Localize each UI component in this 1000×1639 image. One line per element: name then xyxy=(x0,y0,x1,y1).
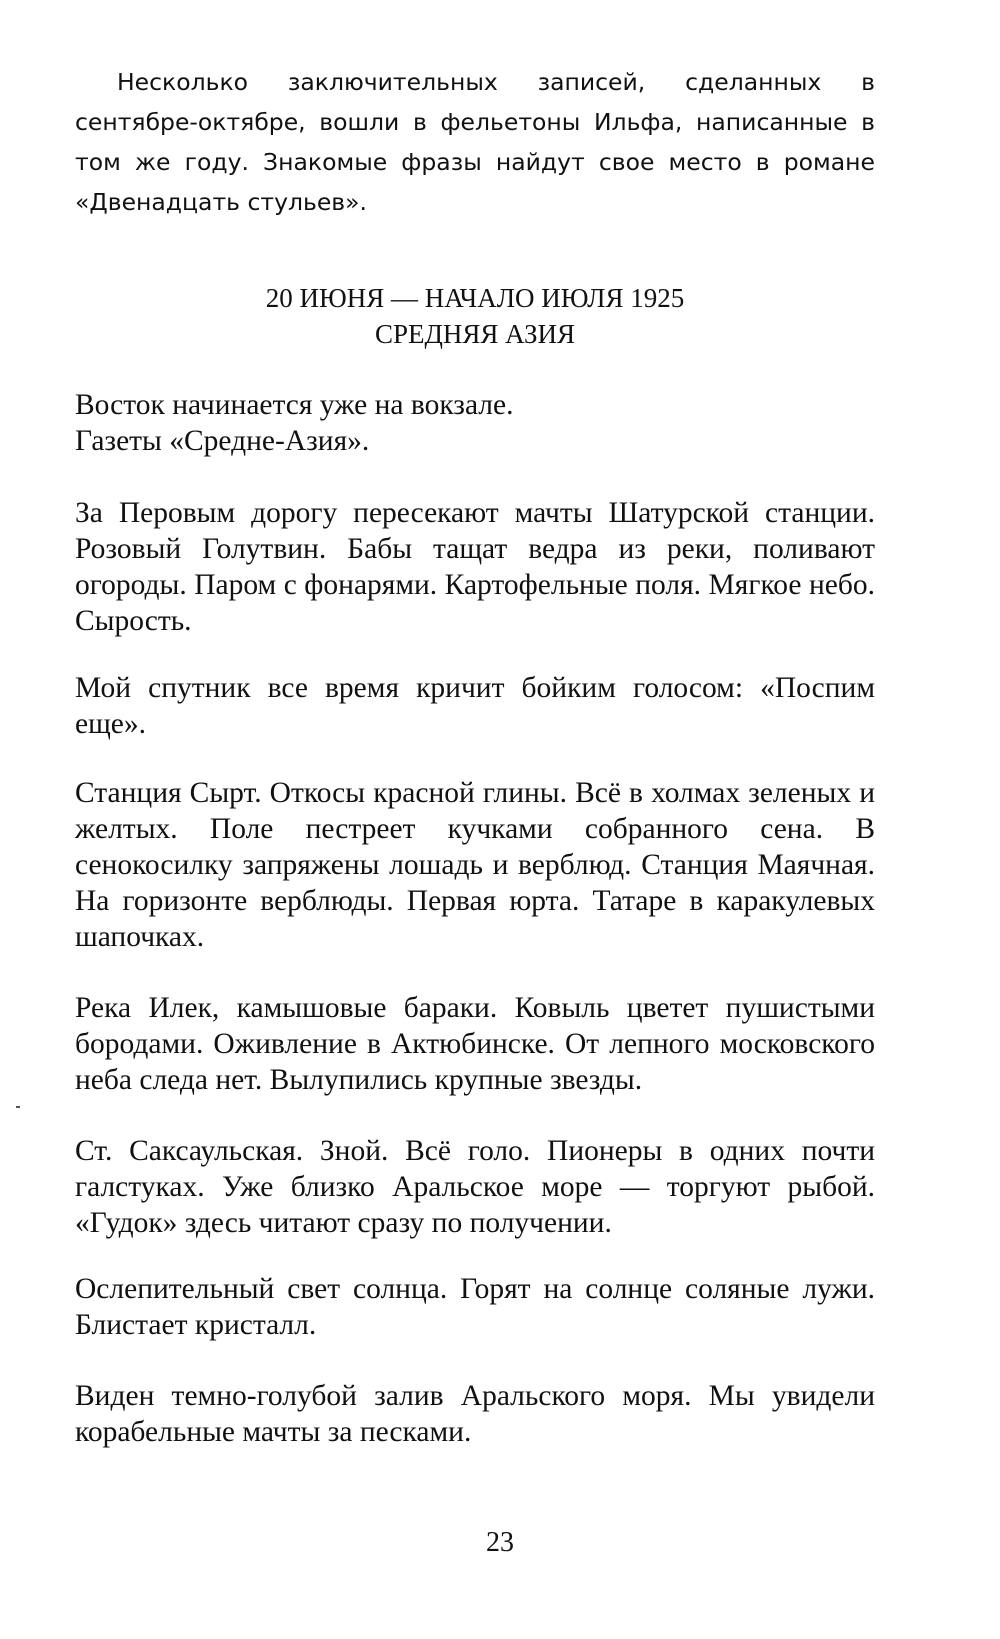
intro-paragraph xyxy=(75,62,875,222)
page-number: 23 xyxy=(486,1527,514,1558)
paragraph-syrt: Станция Сырт. Откосы красной глины. Всё в холмах зеленых и желтых. Поле пестреет кучками собранного сена. В сенокосилку запряжены лошадь и верблюд. Станция Маячная. На горизонте верблюды. Первая юрта. Татаре в каракулевых шапочках. xyxy=(75,777,875,953)
paragraph-line: Газеты «Средне-Азия». xyxy=(75,425,370,457)
paragraph-aral-sea: Виден темно-голубой залив Аральского моря. Мы увидели корабельные мачты за песками. xyxy=(75,1380,875,1448)
paragraph-station-departure xyxy=(75,387,875,459)
paragraph-saksaulskaya: Ст. Саксаульская. Зной. Всё голо. Пионеры в одних почти галстуках. Уже близко Аральское море — торгуют рыбой. «Гудок» здесь читают сразу по получении. xyxy=(75,1135,875,1239)
paragraph-perovo: За Перовым дорогу пересекают мачты Шатурской станции. Розовый Голутвин. Бабы тащат ведра из реки, поливают огороды. Паром с фонарями. Картофельные поля. Мягкое небо. Сырость. xyxy=(75,497,875,637)
section-date-heading: 20 ИЮНЯ — НАЧАЛО ИЮЛЯ 1925 xyxy=(265,283,685,313)
intro-text: Несколько заключительных записей, сделанных в сентябре-октябре, вошли в фельетоны Ильфа, написанные в том же году. Знакомые фразы найдут свое место в романе «Двенадцать стульев». xyxy=(75,68,875,216)
paragraph-sunlight: Ослепительный свет солнца. Горят на солнце соляные лужи. Блистает кристалл. xyxy=(75,1273,875,1341)
paragraph-companion: Мой спутник все время кричит бойким голосом: «Поспим еще». xyxy=(75,672,875,740)
scan-speck xyxy=(16,1106,20,1108)
paragraph-ilek: Река Илек, камышовые бараки. Ковыль цветет пушистыми бородами. Оживление в Актюбинске. От лепного московского неба следа нет. Вылупились крупные звезды. xyxy=(75,992,875,1096)
section-place-heading: СРЕДНЯЯ АЗИЯ xyxy=(374,319,576,349)
paragraph-line: Восток начинается уже на вокзале. xyxy=(75,389,514,421)
